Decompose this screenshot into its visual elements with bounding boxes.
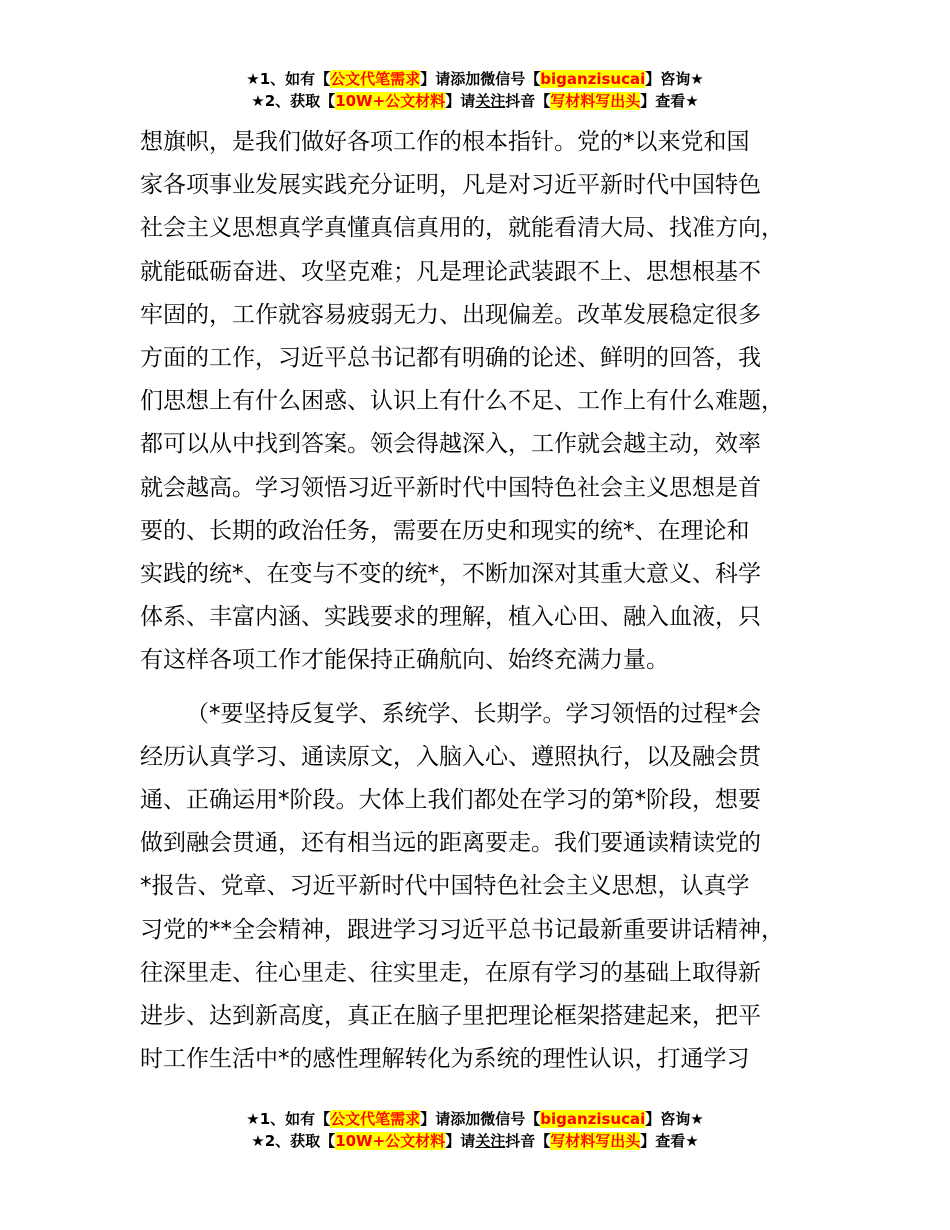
- footer-line-1: ★1、如有【公文代笔需求】请添加微信号【biganzisucai】咨询★: [246, 1110, 704, 1128]
- text-line: 们思想上有什么困惑、认识上有什么不足、工作上有什么难题，: [140, 388, 784, 415]
- header-follow-text: 关注: [475, 92, 506, 110]
- footer-highlight-douyin: 写材料写出头: [550, 1132, 641, 1150]
- footer-follow-text: 关注: [475, 1132, 506, 1150]
- footer-highlight-materials: 10W+公文材料: [335, 1132, 446, 1150]
- text-line: 体系、丰富内涵、实践要求的理解，植入心田、融入血液，只: [140, 604, 761, 631]
- header-banner: [0, 68, 950, 112]
- text-line: 进步、达到新高度，真正在脑子里把理论框架搭建起来，把平: [140, 1003, 761, 1030]
- header-highlight-service: 公文代笔需求: [330, 70, 421, 88]
- text-line: （*要坚持反复学、系统学、长期学。学习领悟的过程*会: [186, 700, 761, 727]
- document-body: [140, 121, 830, 1081]
- footer-line-2: ★2、获取【10W+公文材料】请关注抖音【写材料写出头】查看★: [251, 1132, 699, 1150]
- footer-highlight-wechat-id: biganzisucai: [540, 1110, 646, 1128]
- text-line: 往深里走、往心里走、往实里走，在原有学习的基础上取得新: [140, 959, 761, 986]
- text-line: 想旗帜，是我们做好各项工作的根本指针。党的*以来党和国: [140, 129, 750, 155]
- paragraph-1: [140, 121, 830, 683]
- text-line: 社会主义思想真学真懂真信真用的，就能看清大局、找准方向，: [140, 215, 784, 242]
- header-highlight-materials: 10W+公文材料: [335, 92, 446, 110]
- text-line: 就能砥砺奋进、攻坚克难；凡是理论武装跟不上、思想根基不: [140, 258, 761, 285]
- text-line: 时工作生活中*的感性理解转化为系统的理性认识，打通学习: [140, 1046, 750, 1073]
- text-line: 实践的统*、在变与不变的统*，不断加深对其重大意义、科学: [140, 561, 761, 588]
- text-line: 习党的**全会精神，跟进学习习近平总书记最新重要讲话精神，: [140, 916, 784, 943]
- paragraph-2: [140, 693, 830, 1082]
- text-line: 就会越高。学习领悟习近平新时代中国特色社会主义思想是首: [140, 474, 761, 501]
- text-line: 通、正确运用*阶段。大体上我们都处在学习的第*阶段，想要: [140, 787, 761, 814]
- header-highlight-douyin: 写材料写出头: [550, 92, 641, 110]
- text-line: 要的、长期的政治任务，需要在历史和现实的统*、在理论和: [140, 517, 750, 544]
- footer-banner: [0, 1108, 950, 1152]
- text-line: 有这样各项工作才能保持正确航向、始终充满力量。: [140, 647, 669, 674]
- header-line-2: ★2、获取【10W+公文材料】请关注抖音【写材料写出头】查看★: [251, 92, 699, 110]
- text-line: 经历认真学习、通读原文，入脑入心、遵照执行，以及融会贯: [140, 743, 761, 770]
- header-highlight-wechat-id: biganzisucai: [540, 70, 646, 88]
- text-line: 方面的工作，习近平总书记都有明确的论述、鲜明的回答，我: [140, 345, 761, 372]
- text-line: 都可以从中找到答案。领会得越深入，工作就会越主动，效率: [140, 431, 761, 458]
- header-line-1: ★1、如有【公文代笔需求】请添加微信号【biganzisucai】咨询★: [246, 70, 704, 88]
- text-line: *报告、党章、习近平新时代中国特色社会主义思想，认真学: [140, 873, 750, 900]
- text-line: 家各项事业发展实践充分证明，凡是对习近平新时代中国特色: [140, 172, 761, 199]
- text-line: 牢固的，工作就容易疲弱无力、出现偏差。改革发展稳定很多: [140, 301, 761, 328]
- footer-highlight-service: 公文代笔需求: [330, 1110, 421, 1128]
- text-line: 做到融会贯通，还有相当远的距离要走。我们要通读精读党的: [140, 830, 761, 857]
